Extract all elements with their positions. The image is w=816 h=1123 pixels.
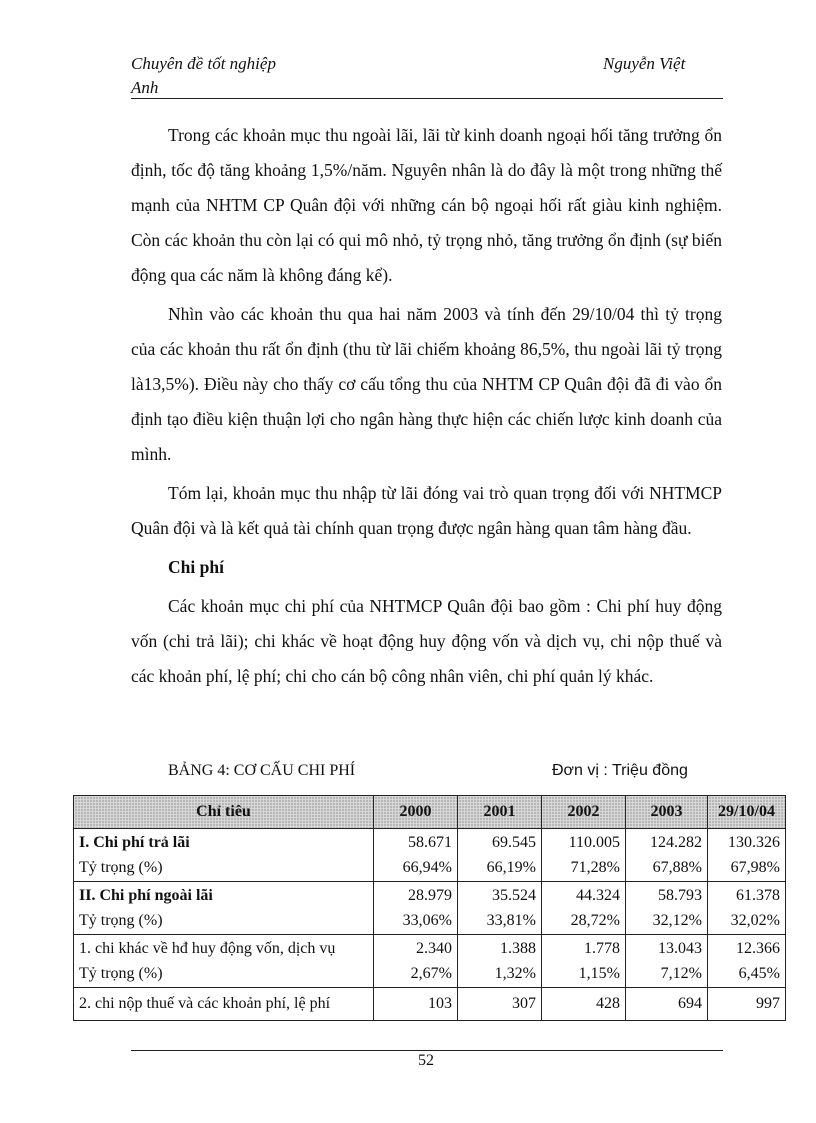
cell [626,935,708,988]
col-header-2002: 2002 [542,796,626,829]
header-left [131,52,331,100]
cell-value: 124.282 [650,834,702,851]
table-row [74,935,786,988]
cell-share: 1,32% [494,965,536,982]
cell-value: 28.979 [408,887,452,904]
row-share-label: Tỷ trọng (%) [79,965,163,982]
cell [626,882,708,935]
cell-value: 103 [374,988,458,1021]
cell-share: 66,19% [486,859,536,876]
footer-divider [131,1050,723,1051]
table-unit: Đơn vị : Triệu đồng [552,762,688,779]
cell-value: 61.378 [736,887,780,904]
cell-value: 35.524 [492,887,536,904]
table-row [74,829,786,882]
body-text [131,118,722,698]
row-share-label: Tỷ trọng (%) [79,912,163,929]
cell [374,829,458,882]
cell-value: 130.326 [728,834,780,851]
row-share-label: Tỷ trọng (%) [79,859,163,876]
cell-value: 1.778 [584,940,620,957]
col-header-2001: 2001 [458,796,542,829]
cell-value: 307 [458,988,542,1021]
row-title: II. Chi phí ngoài lãi [79,887,213,904]
cell-share: 7,12% [660,965,702,982]
cell-share: 66,94% [402,859,452,876]
cell-value: 58.671 [408,834,452,851]
cell [708,882,786,935]
row-label [74,882,374,935]
cell-share: 32,02% [730,912,780,929]
col-header-2000: 2000 [374,796,458,829]
cell [626,829,708,882]
header-title-line2: Anh [131,78,159,97]
cell-share: 2,67% [410,965,452,982]
section-heading: Chi phí [168,557,224,577]
cell-share: 67,88% [652,859,702,876]
cell [708,935,786,988]
cell [542,829,626,882]
header-author: Nguyễn Việt [603,54,686,73]
row-label [74,935,374,988]
table-header-row [74,796,786,829]
cell-value: 58.793 [658,887,702,904]
cell [708,829,786,882]
table-title: BẢNG 4: CƠ CẤU CHI PHÍ [168,762,356,779]
cell-value: 428 [542,988,626,1021]
cell-value: 694 [626,988,708,1021]
cell-share: 33,81% [486,912,536,929]
cell [458,829,542,882]
cell-share: 71,28% [570,859,620,876]
header-title: Chuyên đề tốt nghiệp [131,54,276,73]
cell [374,882,458,935]
cell [542,882,626,935]
col-header-2003: 2003 [626,796,708,829]
cell-share: 33,06% [402,912,452,929]
paragraph-3: Tóm lại, khoản mục thu nhập từ lãi đóng vai trò quan trọng đối với NHTMCP Quân đội và là kết quả tài chính quan trọng được ngân hàng quan tâm hàng đầu. [131,483,722,538]
cell [542,935,626,988]
cell-share: 1,15% [578,965,620,982]
header-divider [131,98,723,99]
cell-value: 13.043 [658,940,702,957]
table-row [74,882,786,935]
row-title: I. Chi phí trả lãi [79,834,190,851]
cell-value: 69.545 [492,834,536,851]
row-label: 2. chi nộp thuế và các khoản phí, lệ phí [74,988,374,1021]
col-header-indicator: Chỉ tiêu [74,796,374,829]
cell [458,882,542,935]
cell-share: 32,12% [652,912,702,929]
cell-value: 1.388 [500,940,536,957]
cell-share: 67,98% [730,859,780,876]
cell-share: 6,45% [738,965,780,982]
cell-value: 44.324 [576,887,620,904]
cell [374,935,458,988]
paragraph-1: Trong các khoản mục thu ngoài lãi, lãi từ kinh doanh ngoại hối tăng trưởng ổn định, tốc độ tăng khoảng 1,5%/năm. Nguyên nhân là do đây là một trong những thế mạnh của NHTM CP Quân đội với những cán bộ ngoại hối rất giàu kinh nghiệm. Còn các khoản thu còn lại có qui mô nhỏ, tỷ trọng nhỏ, tăng trưởng ổn định (sự biến động qua các năm là không đáng kể). [131,125,722,285]
cell-value: 2.340 [416,940,452,957]
table-row [74,988,786,1021]
cell [458,935,542,988]
page-number: 52 [418,1052,434,1069]
cost-structure-table [73,795,786,1021]
col-header-291004: 29/10/04 [708,796,786,829]
row-title: 1. chi khác về hđ huy động vốn, dịch vụ [79,940,336,957]
row-label [74,829,374,882]
cell-value: 12.366 [736,940,780,957]
cell-value: 110.005 [568,834,620,851]
cell-share: 28,72% [570,912,620,929]
cell-value: 997 [708,988,786,1021]
paragraph-4: Các khoản mục chi phí của NHTMCP Quân đội bao gồm : Chi phí huy động vốn (chi trả lãi); chi khác về hoạt động huy động vốn và dịch vụ, chi nộp thuế và các khoản phí, lệ phí; chi cho cán bộ công nhân viên, chi phí quản lý khác. [131,596,722,686]
paragraph-2: Nhìn vào các khoản thu qua hai năm 2003 và tính đến 29/10/04 thì tỷ trọng của các khoản thu rất ổn định (thu từ lãi chiếm khoảng 86,5%, thu ngoài lãi tỷ trọng là13,5%). Điều này cho thấy cơ cấu tổng thu của NHTM CP Quân đội đã đi vào ổn định tạo điều kiện thuận lợi cho ngân hàng thực hiện các chiến lược kinh doanh của mình. [131,304,722,464]
